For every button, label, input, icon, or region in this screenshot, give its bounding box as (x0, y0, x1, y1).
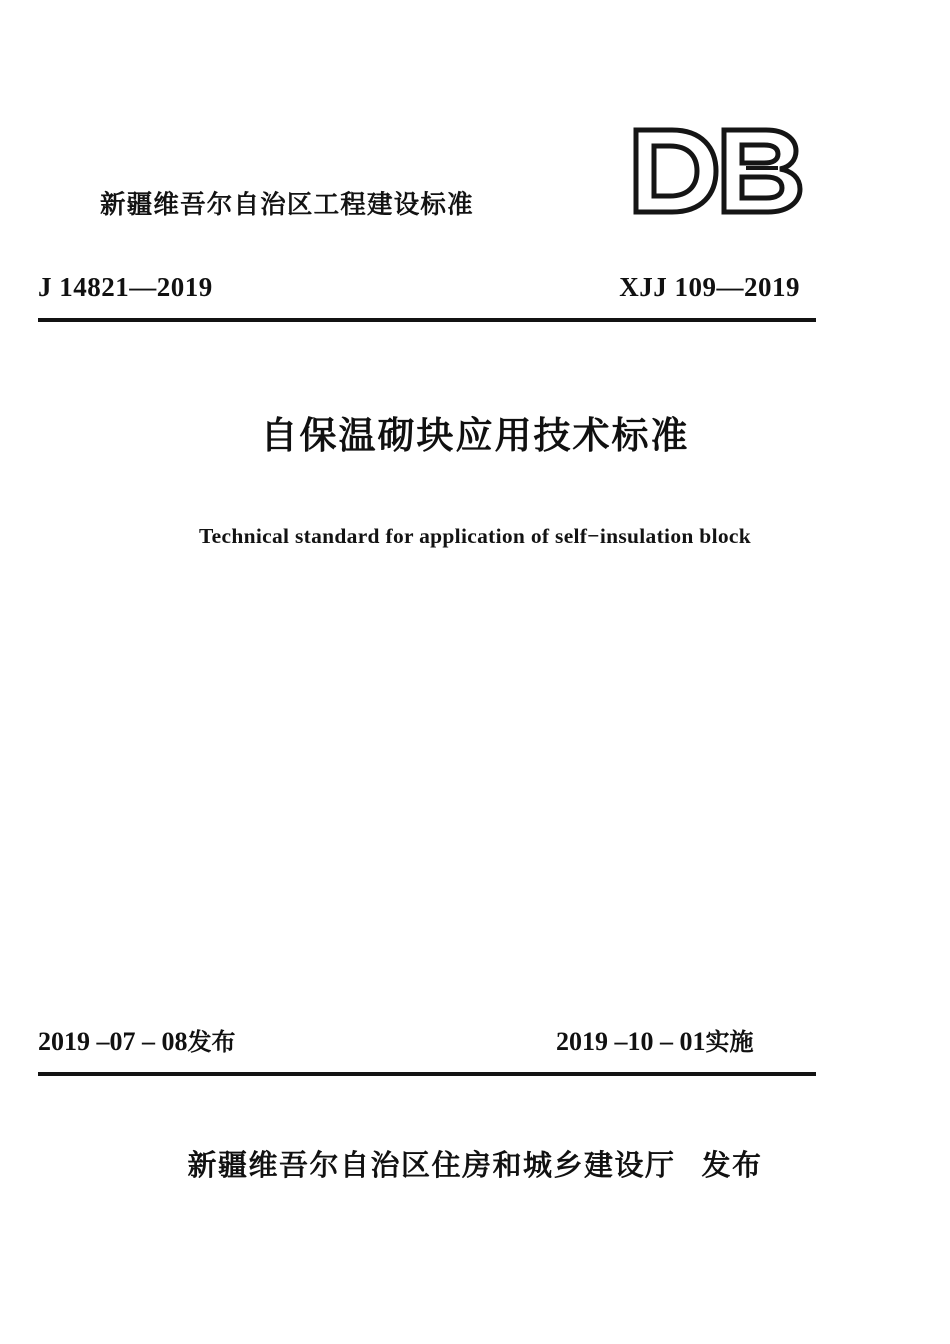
top-divider (38, 318, 816, 322)
effective-date-suffix: 实施 (705, 1028, 754, 1056)
publisher-suffix: 发布 (701, 1148, 763, 1182)
issue-date: 2019 –07 – 08 (38, 1027, 188, 1056)
title-english: Technical standard for application of self−insulation block (198, 524, 751, 548)
effective-date: 2019 –10 – 01 (556, 1027, 706, 1056)
db-logo (628, 120, 808, 220)
issuing-authority-line: 新疆维吾尔自治区工程建设标准 (100, 190, 474, 220)
publisher-name: 新疆维吾尔自治区住房和城乡建设厅 (187, 1148, 676, 1182)
effective-date-group (556, 1022, 754, 1057)
bottom-divider (38, 1072, 816, 1076)
standard-code: XJJ 109—2019 (619, 272, 800, 302)
issue-date-group (38, 1022, 236, 1057)
issue-date-suffix: 发布 (187, 1028, 236, 1056)
title-chinese: 自保温砌块应用技术标准 (260, 414, 690, 457)
record-number: J 14821—2019 (38, 272, 213, 302)
publisher-line (0, 1143, 950, 1184)
